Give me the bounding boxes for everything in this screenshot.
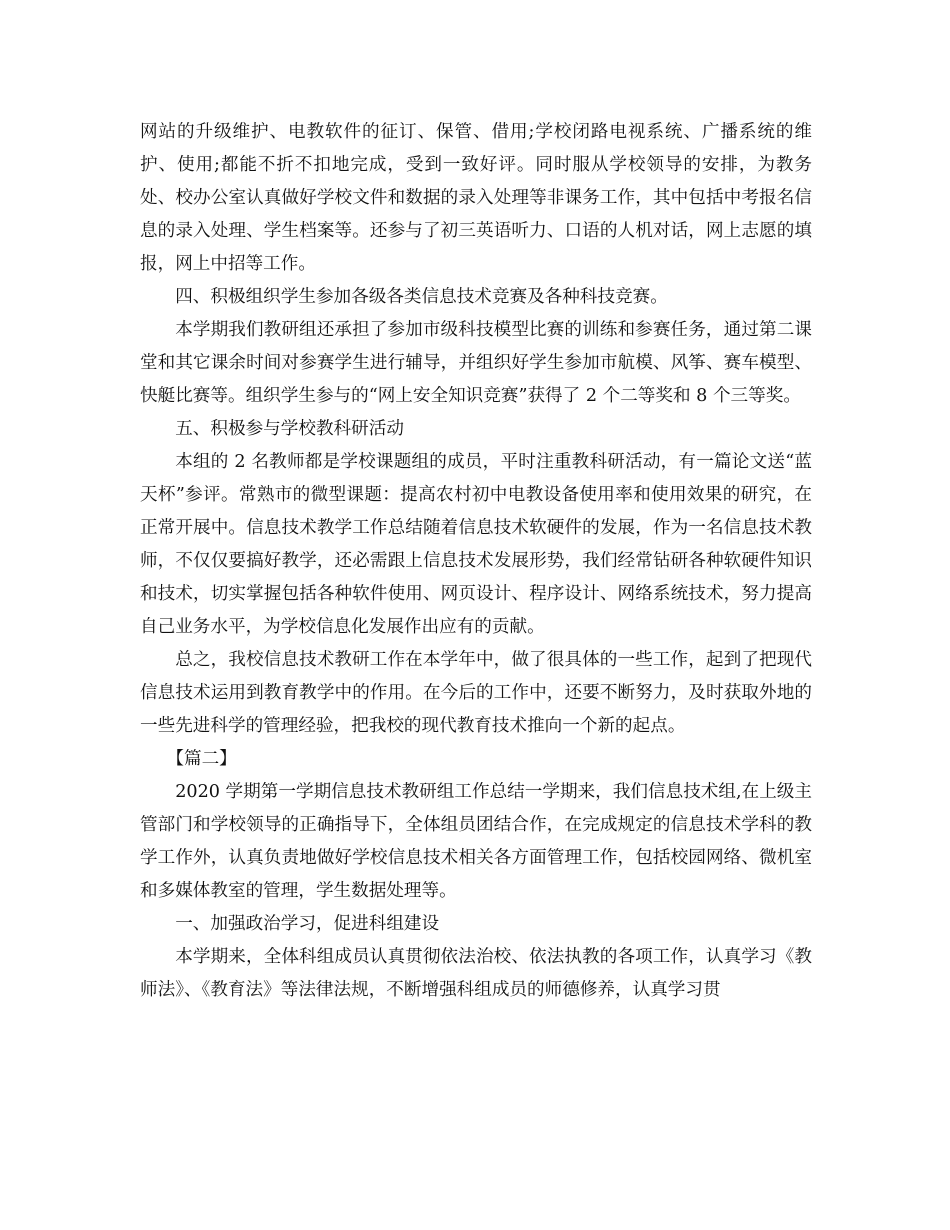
section-heading-competitions: 四、积极组织学生参加各级各类信息技术竞赛及各种科技竞赛。 bbox=[175, 287, 668, 307]
paragraph-maintenance-continued: 网站的升级维护、电教软件的征订、保管、借用;学校闭路电视系统、广播系统的维护、使用;都能不折不扣地完成，受到一致好评。同时服从学校领导的安排，为教务处、校办公室认真做好学校文件和数据的录入处理等非课务工作，其中包括中考报名信息的录入处理、学生档案等。还参与了初三英语听力、口语的人机对话，网上志愿的填报，网上中招等工作。 bbox=[140, 122, 812, 274]
section-heading-research: 五、积极参与学校教科研活动 bbox=[175, 419, 404, 439]
document-body bbox=[140, 116, 812, 1007]
paragraph-competitions: 本学期我们教研组还承担了参加市级科技模型比赛的训练和参赛任务，通过第二课堂和其它课余时间对参赛学生进行辅导，并组织好学生参加市航模、风筝、赛车模型、快艇比赛等。组织学生参与的“网上安全知识竞赛”获得了 2 个二等奖和 8 个三等奖。 bbox=[140, 320, 812, 406]
part-two-heading: 【篇二】 bbox=[166, 749, 237, 769]
paragraph-research: 本组的 2 名教师都是学校课题组的成员，平时注重教科研活动，有一篇论文送“蓝天杯”参评。常熟市的微型课题：提高农村初中电教设备使用率和使用效果的研究，在正常开展中。信息技术教学工作总结随着信息技术软硬件的发展，作为一名信息技术教师，不仅仅要搞好教学，还必需跟上信息技术发展形势，我们经常钻研各种软硬件知识和技术，切实掌握包括各种软件使用、网页设计、程序设计、网络系统技术，努力提高自己业务水平，为学校信息化发展作出应有的贡献。 bbox=[140, 452, 812, 637]
paragraph-political-study: 本学期来，全体科组成员认真贯彻依法治校、依法执教的各项工作，认真学习《教师法》、《教育法》等法律法规，不断增强科组成员的师德修养，认真学习贯 bbox=[140, 947, 812, 1000]
section-heading-political-study: 一、加强政治学习，促进科组建设 bbox=[175, 914, 440, 934]
paragraph-part-two-intro: 2020 学期第一学期信息技术教研组工作总结一学期来，我们信息技术组,在上级主管部门和学校领导的正确指导下，全体组员团结合作，在完成规定的信息技术学科的教学工作外，认真负责地做好学校信息技术相关各方面管理工作，包括校园网络、微机室和多媒体教室的管理，学生数据处理等。 bbox=[140, 782, 812, 901]
paragraph-conclusion: 总之，我校信息技术教研工作在本学年中，做了很具体的一些工作，起到了把现代信息技术运用到教育教学中的作用。在今后的工作中，还要不断努力，及时获取外地的一些先进科学的管理经验，把我校的现代教育技术推向一个新的起点。 bbox=[140, 650, 812, 736]
